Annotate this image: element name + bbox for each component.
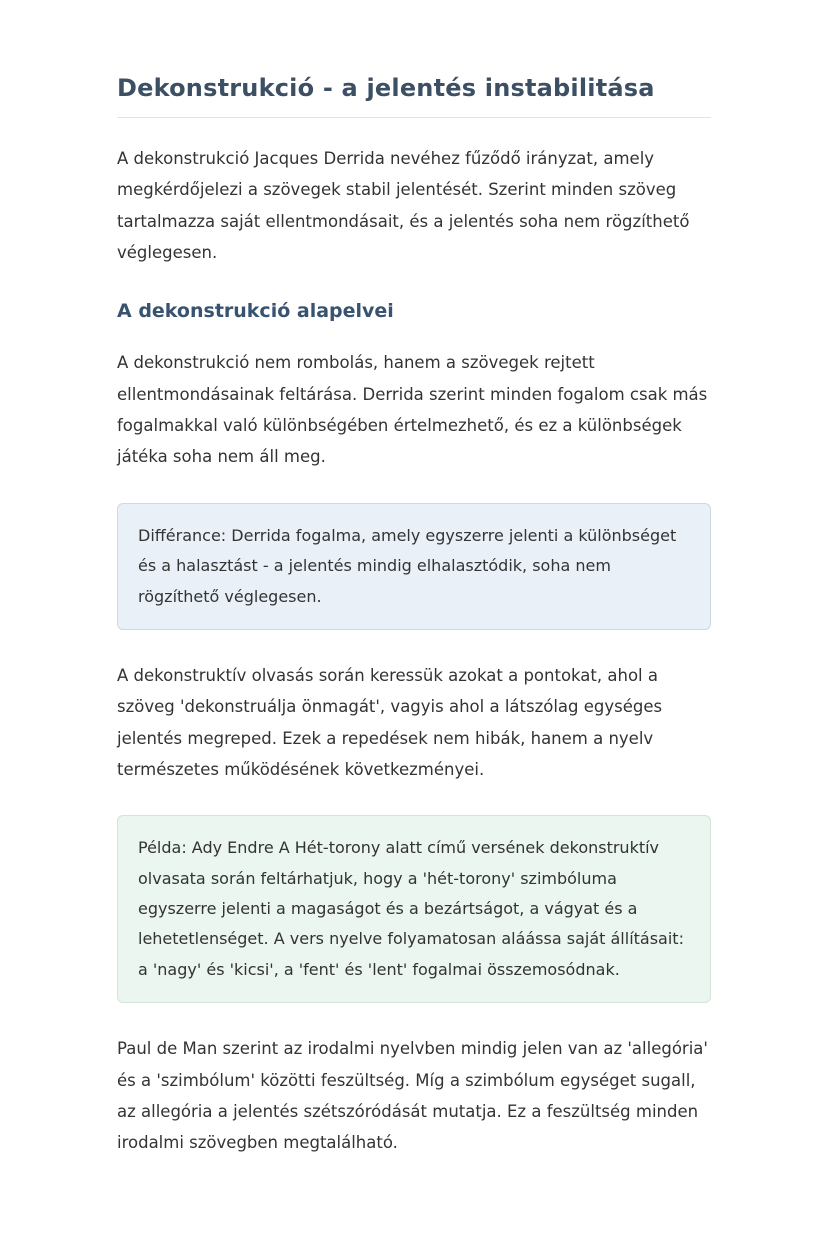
example-box-text: Példa: Ady Endre A Hét-torony alatt című versének dekonstruktív olvasata során feltárhatjuk, hogy a 'hét-torony' szimbóluma egyszerre jelenti a magaságot és a bezártságot, a vágyat és a lehetetlenséget. A vers nyelve folyamatosan aláássa saját állításait: a 'nagy' és 'kicsi', a 'fent' és 'lent' fogalmai összemosódnak. (138, 838, 684, 979)
differance-definition-box (117, 503, 711, 630)
closing-paragraph: Paul de Man szerint az irodalmi nyelvben mindig jelen van az 'allegória' és a 'szimbólum' közötti feszültség. Míg a szimbólum egységet sugall, az allegória a jelentés szétszóródását mutatja. Ez a feszültség minden irodalmi szövegben megtalálható. (117, 1039, 708, 1153)
principles-paragraph: A dekonstrukció nem rombolás, hanem a szövegek rejtett ellentmondásainak feltárása. Derrida szerint minden fogalom csak más fogalmakkal való különbségében értelmezhető, és ez a különbségek játéka soha nem áll meg. (117, 353, 708, 467)
page-title: Dekonstrukció - a jelentés instabilitása (117, 74, 711, 118)
definition-box-text: Différance: Derrida fogalma, amely egyszerre jelenti a különbséget és a halasztást - a jelentés mindig elhalasztódik, soha nem rögzíthető véglegesen. (138, 525, 677, 606)
intro-paragraph: A dekonstrukció Jacques Derrida nevéhez fűződő irányzat, amely megkérdőjelezi a szövegek stabil jelentését. Szerint minden szöveg tartalmazza saját ellentmondásait, és a jelentés soha nem rögzíthető véglegesen. (117, 149, 690, 263)
section-heading-alapelvei: A dekonstrukció alapelvei (117, 300, 394, 323)
reading-paragraph: A dekonstruktív olvasás során keressük azokat a pontokat, ahol a szöveg 'dekonstruálja önmagát', vagyis ahol a látszólag egységes jelentés megreped. Ezek a repedések nem hibák, hanem a nyelv természetes működésének következményei. (117, 665, 663, 779)
ady-example-box (117, 815, 711, 1003)
